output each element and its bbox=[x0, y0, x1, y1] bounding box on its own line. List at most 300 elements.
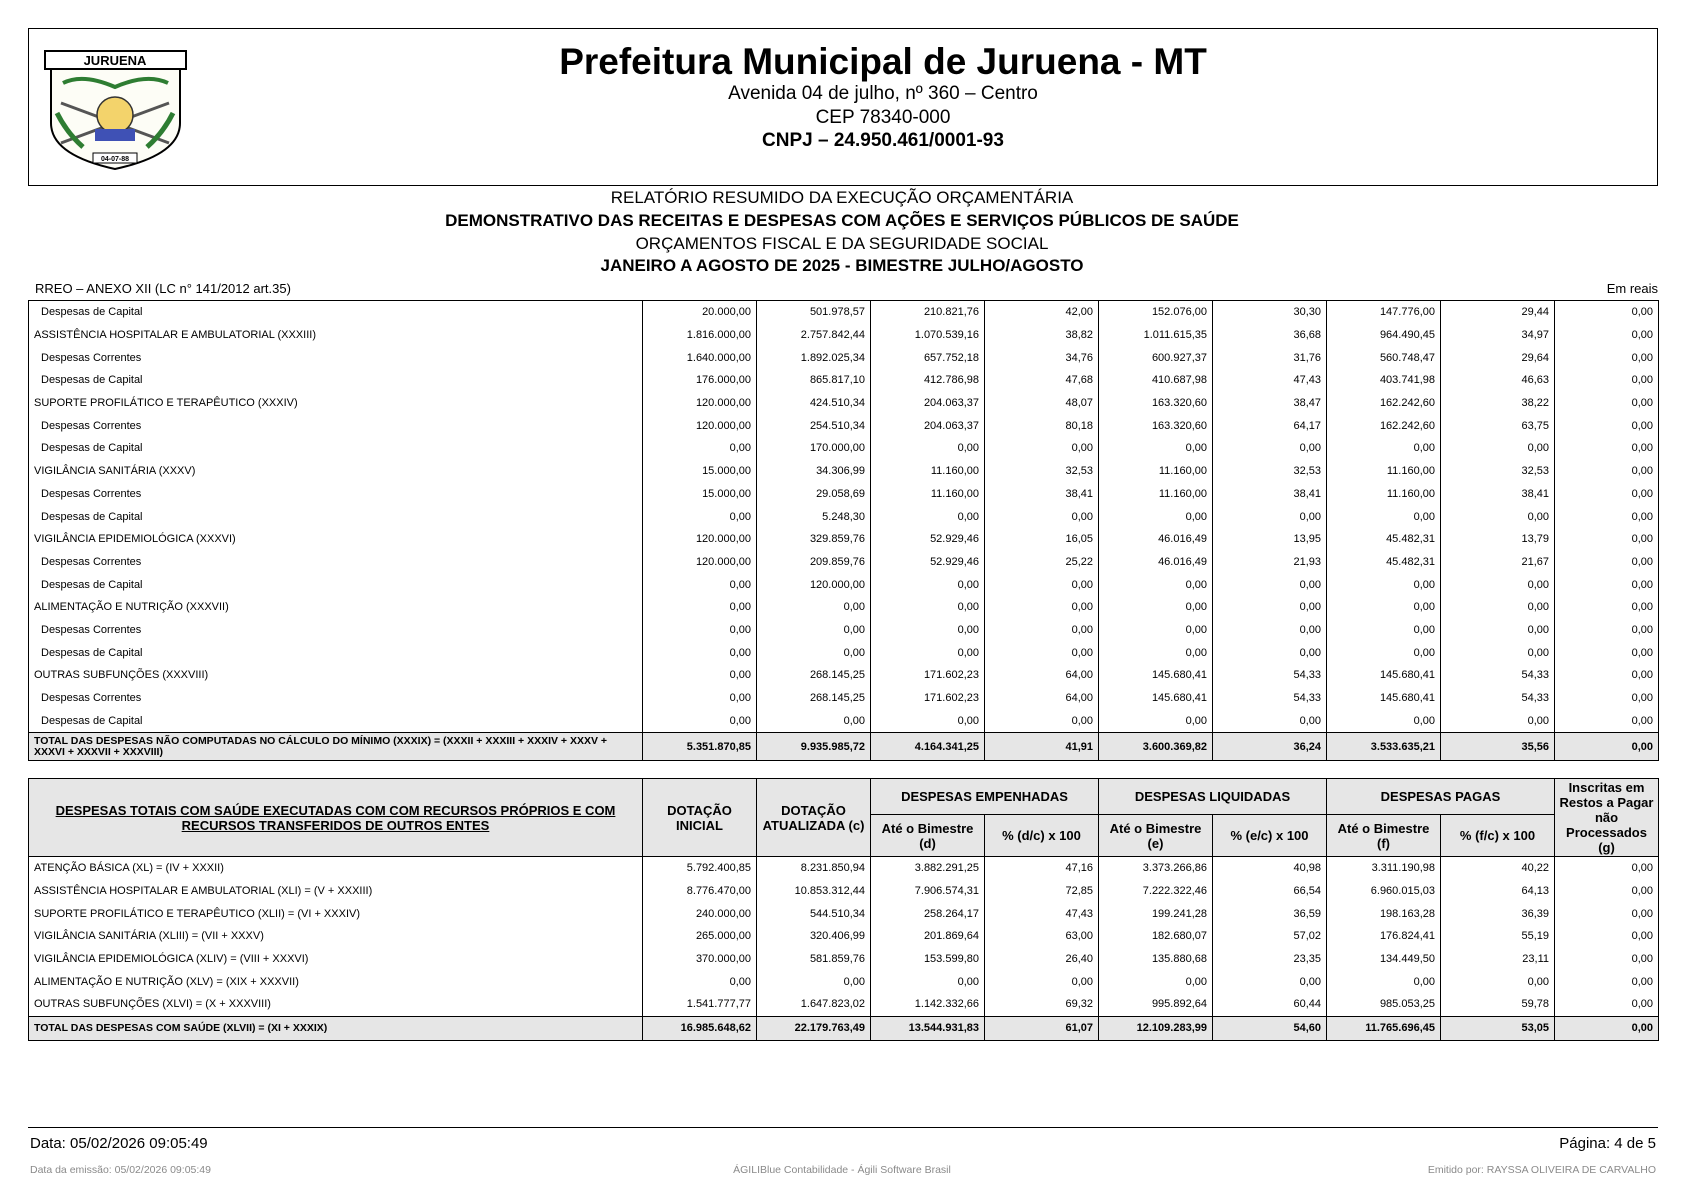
cell-value: 0,00 bbox=[1555, 392, 1659, 415]
total-value: 3.600.369,82 bbox=[1099, 733, 1213, 761]
row-label: VIGILÂNCIA EPIDEMIOLÓGICA (XXXVI) bbox=[29, 528, 643, 551]
cell-value: 0,00 bbox=[1213, 970, 1327, 993]
cell-value: 0,00 bbox=[1555, 902, 1659, 925]
row-label: Despesas de Capital bbox=[29, 505, 643, 528]
table-row bbox=[29, 346, 1659, 369]
report-subtitle: DEMONSTRATIVO DAS RECEITAS E DESPESAS COM AÇÕES E SERVIÇOS PÚBLICOS DE SAÚDE bbox=[445, 211, 1239, 230]
cell-value: 135.880,68 bbox=[1099, 948, 1213, 971]
cell-value: 410.687,98 bbox=[1099, 369, 1213, 392]
table-row bbox=[29, 619, 1659, 642]
cell-value: 120.000,00 bbox=[643, 551, 757, 574]
cell-value: 268.145,25 bbox=[757, 687, 871, 710]
cell-value: 38,82 bbox=[985, 324, 1099, 347]
cell-value: 8.231.850,94 bbox=[757, 857, 871, 880]
row-label: ALIMENTAÇÃO E NUTRIÇÃO (XLV) = (XIX + XXXVII) bbox=[29, 970, 643, 993]
cell-value: 16,05 bbox=[985, 528, 1099, 551]
cell-value: 11.160,00 bbox=[871, 483, 985, 506]
header-ate-bimestre-d: Até o Bimestre (d) bbox=[871, 815, 985, 857]
cell-value: 0,00 bbox=[1555, 880, 1659, 903]
cell-value: 2.757.842,44 bbox=[757, 324, 871, 347]
cell-value: 29,44 bbox=[1441, 301, 1555, 324]
cell-value: 52.929,46 bbox=[871, 528, 985, 551]
header-liquidadas: DESPESAS LIQUIDADAS bbox=[1099, 779, 1327, 815]
total-label: TOTAL DAS DESPESAS COM SAÚDE (XLVII) = (XI + XXXIX) bbox=[29, 1016, 643, 1040]
table-row bbox=[29, 880, 1659, 903]
cell-value: 52.929,46 bbox=[871, 551, 985, 574]
cell-value: 0,00 bbox=[1099, 505, 1213, 528]
table-row bbox=[29, 483, 1659, 506]
cell-value: 0,00 bbox=[1099, 709, 1213, 732]
total-value: 12.109.283,99 bbox=[1099, 1016, 1213, 1040]
cell-value: 268.145,25 bbox=[757, 664, 871, 687]
total-value: 54,60 bbox=[1213, 1016, 1327, 1040]
cell-value: 66,54 bbox=[1213, 880, 1327, 903]
cell-value: 45.482,31 bbox=[1327, 528, 1441, 551]
total-row bbox=[29, 1016, 1659, 1040]
row-label: Despesas de Capital bbox=[29, 573, 643, 596]
logo-date: 04-07-88 bbox=[100, 156, 130, 163]
cell-value: 329.859,76 bbox=[757, 528, 871, 551]
cell-value: 38,41 bbox=[1213, 483, 1327, 506]
report-title: RELATÓRIO RESUMIDO DA EXECUÇÃO ORÇAMENTÁRIA bbox=[610, 188, 1074, 207]
table-row bbox=[29, 709, 1659, 732]
cell-value: 657.752,18 bbox=[871, 346, 985, 369]
cell-value: 501.978,57 bbox=[757, 301, 871, 324]
cell-value: 38,47 bbox=[1213, 392, 1327, 415]
cell-value: 1.011.615,35 bbox=[1099, 324, 1213, 347]
cell-value: 0,00 bbox=[1555, 460, 1659, 483]
row-label: Despesas de Capital bbox=[29, 437, 643, 460]
cell-value: 145.680,41 bbox=[1099, 664, 1213, 687]
cell-value: 42,00 bbox=[985, 301, 1099, 324]
total-row bbox=[29, 733, 1659, 761]
cell-value: 46.016,49 bbox=[1099, 551, 1213, 574]
cell-value: 0,00 bbox=[1441, 709, 1555, 732]
cell-value: 370.000,00 bbox=[643, 948, 757, 971]
cell-value: 0,00 bbox=[1555, 925, 1659, 948]
row-label: Despesas Correntes bbox=[29, 483, 643, 506]
cell-value: 0,00 bbox=[643, 437, 757, 460]
report-budget-scope: ORÇAMENTOS FISCAL E DA SEGURIDADE SOCIAL bbox=[635, 234, 1049, 253]
cell-value: 171.602,23 bbox=[871, 664, 985, 687]
header-ate-bimestre-f: Até o Bimestre (f) bbox=[1327, 815, 1441, 857]
cell-value: 0,00 bbox=[643, 709, 757, 732]
cell-value: 0,00 bbox=[1555, 970, 1659, 993]
cell-value: 210.821,76 bbox=[871, 301, 985, 324]
cell-value: 0,00 bbox=[1555, 483, 1659, 506]
cell-value: 0,00 bbox=[1555, 641, 1659, 664]
cell-value: 0,00 bbox=[1555, 369, 1659, 392]
row-label: ASSISTÊNCIA HOSPITALAR E AMBULATORIAL (XLI) = (V + XXXIII) bbox=[29, 880, 643, 903]
cell-value: 21,67 bbox=[1441, 551, 1555, 574]
cell-value: 0,00 bbox=[643, 596, 757, 619]
cell-value: 26,40 bbox=[985, 948, 1099, 971]
cell-value: 3.311.190,98 bbox=[1327, 857, 1441, 880]
cell-value: 0,00 bbox=[1099, 970, 1213, 993]
municipality-cep: CEP 78340-000 bbox=[815, 107, 951, 128]
cell-value: 54,33 bbox=[1441, 687, 1555, 710]
cell-value: 0,00 bbox=[1213, 505, 1327, 528]
cell-value: 163.320,60 bbox=[1099, 392, 1213, 415]
cell-value: 64,13 bbox=[1441, 880, 1555, 903]
table-row bbox=[29, 902, 1659, 925]
cell-value: 21,93 bbox=[1213, 551, 1327, 574]
cell-value: 600.927,37 bbox=[1099, 346, 1213, 369]
total-value: 0,00 bbox=[1555, 1016, 1659, 1040]
cell-value: 258.264,17 bbox=[871, 902, 985, 925]
cell-value: 0,00 bbox=[985, 619, 1099, 642]
cell-value: 47,43 bbox=[985, 902, 1099, 925]
municipality-address: Avenida 04 de julho, nº 360 – Centro bbox=[728, 83, 1038, 104]
cell-value: 0,00 bbox=[985, 596, 1099, 619]
cell-value: 48,07 bbox=[985, 392, 1099, 415]
header-restos-a-pagar: Inscritas em Restos a Pagar não Processados (g) bbox=[1555, 779, 1659, 857]
cell-value: 0,00 bbox=[985, 641, 1099, 664]
footer-emission-date: Data da emissão: 05/02/2026 09:05:49 bbox=[30, 1164, 211, 1176]
cell-value: 0,00 bbox=[643, 573, 757, 596]
cell-value: 0,00 bbox=[871, 505, 985, 528]
table-row bbox=[29, 551, 1659, 574]
footer-date: Data: 05/02/2026 09:05:49 bbox=[30, 1135, 208, 1152]
row-label: Despesas Correntes bbox=[29, 346, 643, 369]
cell-value: 60,44 bbox=[1213, 993, 1327, 1016]
table-row bbox=[29, 528, 1659, 551]
cell-value: 0,00 bbox=[1099, 573, 1213, 596]
cell-value: 64,00 bbox=[985, 687, 1099, 710]
row-label: OUTRAS SUBFUNÇÕES (XXXVIII) bbox=[29, 664, 643, 687]
row-label: Despesas Correntes bbox=[29, 551, 643, 574]
cell-value: 199.241,28 bbox=[1099, 902, 1213, 925]
cell-value: 0,00 bbox=[1213, 437, 1327, 460]
cell-value: 10.853.312,44 bbox=[757, 880, 871, 903]
total-value: 9.935.985,72 bbox=[757, 733, 871, 761]
cell-value: 0,00 bbox=[1327, 619, 1441, 642]
cell-value: 964.490,45 bbox=[1327, 324, 1441, 347]
footer-divider bbox=[28, 1127, 1658, 1128]
header-pct-d: % (d/c) x 100 bbox=[985, 815, 1099, 857]
table-row bbox=[29, 925, 1659, 948]
cell-value: 995.892,64 bbox=[1099, 993, 1213, 1016]
row-label: Despesas de Capital bbox=[29, 301, 643, 324]
cell-value: 38,22 bbox=[1441, 392, 1555, 415]
row-label: Despesas de Capital bbox=[29, 369, 643, 392]
cell-value: 36,68 bbox=[1213, 324, 1327, 347]
header-main: DESPESAS TOTAIS COM SAÚDE EXECUTADAS COM COM RECURSOS PRÓPRIOS E COM RECURSOS TRANSFERIDOS DE OUTROS ENTES bbox=[29, 779, 643, 857]
cell-value: 0,00 bbox=[1555, 993, 1659, 1016]
cell-value: 0,00 bbox=[871, 709, 985, 732]
cell-value: 46.016,49 bbox=[1099, 528, 1213, 551]
cell-value: 985.053,25 bbox=[1327, 993, 1441, 1016]
cell-value: 63,00 bbox=[985, 925, 1099, 948]
cell-value: 176.824,41 bbox=[1327, 925, 1441, 948]
table-row bbox=[29, 641, 1659, 664]
cell-value: 38,41 bbox=[985, 483, 1099, 506]
cell-value: 170.000,00 bbox=[757, 437, 871, 460]
header-pct-e: % (e/c) x 100 bbox=[1213, 815, 1327, 857]
total-value: 11.765.696,45 bbox=[1327, 1016, 1441, 1040]
cell-value: 64,17 bbox=[1213, 414, 1327, 437]
header-empenhadas: DESPESAS EMPENHADAS bbox=[871, 779, 1099, 815]
cell-value: 0,00 bbox=[1555, 596, 1659, 619]
cell-value: 0,00 bbox=[1555, 709, 1659, 732]
cell-value: 0,00 bbox=[643, 970, 757, 993]
cell-value: 0,00 bbox=[1327, 573, 1441, 596]
cell-value: 0,00 bbox=[1327, 596, 1441, 619]
cell-value: 0,00 bbox=[1099, 619, 1213, 642]
cell-value: 0,00 bbox=[985, 505, 1099, 528]
cell-value: 120.000,00 bbox=[757, 573, 871, 596]
cell-value: 3.882.291,25 bbox=[871, 857, 985, 880]
total-value: 35,56 bbox=[1441, 733, 1555, 761]
cell-value: 0,00 bbox=[1213, 596, 1327, 619]
cell-value: 0,00 bbox=[1555, 664, 1659, 687]
cell-value: 40,98 bbox=[1213, 857, 1327, 880]
total-health-expenses-table bbox=[28, 778, 1659, 1041]
cell-value: 0,00 bbox=[1555, 687, 1659, 710]
total-value: 61,07 bbox=[985, 1016, 1099, 1040]
cell-value: 3.373.266,86 bbox=[1099, 857, 1213, 880]
cell-value: 145.680,41 bbox=[1327, 687, 1441, 710]
header-box bbox=[28, 28, 1658, 186]
cell-value: 254.510,34 bbox=[757, 414, 871, 437]
cell-value: 11.160,00 bbox=[1099, 483, 1213, 506]
cell-value: 0,00 bbox=[871, 437, 985, 460]
total-value: 5.351.870,85 bbox=[643, 733, 757, 761]
cell-value: 47,68 bbox=[985, 369, 1099, 392]
cell-value: 0,00 bbox=[757, 970, 871, 993]
table-row bbox=[29, 970, 1659, 993]
cell-value: 0,00 bbox=[757, 596, 871, 619]
cell-value: 54,33 bbox=[1213, 664, 1327, 687]
cell-value: 120.000,00 bbox=[643, 528, 757, 551]
total-value: 0,00 bbox=[1555, 733, 1659, 761]
cell-value: 0,00 bbox=[1327, 641, 1441, 664]
cell-value: 865.817,10 bbox=[757, 369, 871, 392]
table-row bbox=[29, 460, 1659, 483]
cell-value: 0,00 bbox=[1555, 301, 1659, 324]
cell-value: 0,00 bbox=[757, 641, 871, 664]
cell-value: 163.320,60 bbox=[1099, 414, 1213, 437]
cell-value: 1.816.000,00 bbox=[643, 324, 757, 347]
cell-value: 11.160,00 bbox=[1327, 483, 1441, 506]
cell-value: 0,00 bbox=[1555, 437, 1659, 460]
cell-value: 1.541.777,77 bbox=[643, 993, 757, 1016]
cell-value: 0,00 bbox=[871, 596, 985, 619]
cell-value: 320.406,99 bbox=[757, 925, 871, 948]
cell-value: 36,39 bbox=[1441, 902, 1555, 925]
cell-value: 0,00 bbox=[871, 641, 985, 664]
table-row bbox=[29, 437, 1659, 460]
cell-value: 47,16 bbox=[985, 857, 1099, 880]
cell-value: 0,00 bbox=[1555, 346, 1659, 369]
cell-value: 153.599,80 bbox=[871, 948, 985, 971]
row-label: SUPORTE PROFILÁTICO E TERAPÊUTICO (XXXIV) bbox=[29, 392, 643, 415]
cell-value: 0,00 bbox=[1327, 505, 1441, 528]
table-row bbox=[29, 324, 1659, 347]
table-row bbox=[29, 596, 1659, 619]
cell-value: 204.063,37 bbox=[871, 414, 985, 437]
cell-value: 201.869,64 bbox=[871, 925, 985, 948]
cell-value: 176.000,00 bbox=[643, 369, 757, 392]
cell-value: 11.160,00 bbox=[1099, 460, 1213, 483]
cell-value: 0,00 bbox=[1441, 573, 1555, 596]
table-row bbox=[29, 687, 1659, 710]
total-value: 41,91 bbox=[985, 733, 1099, 761]
cell-value: 0,00 bbox=[1213, 619, 1327, 642]
header-ate-bimestre-e: Até o Bimestre (e) bbox=[1099, 815, 1213, 857]
cell-value: 7.906.574,31 bbox=[871, 880, 985, 903]
cell-value: 11.160,00 bbox=[1327, 460, 1441, 483]
row-label: Despesas de Capital bbox=[29, 641, 643, 664]
cell-value: 0,00 bbox=[1555, 324, 1659, 347]
cell-value: 0,00 bbox=[1555, 573, 1659, 596]
table-row bbox=[29, 414, 1659, 437]
cell-value: 0,00 bbox=[1555, 551, 1659, 574]
cell-value: 120.000,00 bbox=[643, 392, 757, 415]
row-label: Despesas de Capital bbox=[29, 709, 643, 732]
total-value: 3.533.635,21 bbox=[1327, 733, 1441, 761]
cell-value: 162.242,60 bbox=[1327, 392, 1441, 415]
total-label: TOTAL DAS DESPESAS NÃO COMPUTADAS NO CÁLCULO DO MÍNIMO (XXXIX) = (XXXII + XXXIII + XXXIV + XXXV + XXXVI + XXXVII + XXXVIII) bbox=[29, 733, 643, 761]
row-label: ASSISTÊNCIA HOSPITALAR E AMBULATORIAL (XXXIII) bbox=[29, 324, 643, 347]
cell-value: 5.248,30 bbox=[757, 505, 871, 528]
cell-value: 13,95 bbox=[1213, 528, 1327, 551]
total-value: 13.544.931,83 bbox=[871, 1016, 985, 1040]
cell-value: 15.000,00 bbox=[643, 483, 757, 506]
row-label: Despesas Correntes bbox=[29, 687, 643, 710]
cell-value: 0,00 bbox=[1327, 437, 1441, 460]
cell-value: 32,53 bbox=[1441, 460, 1555, 483]
cell-value: 240.000,00 bbox=[643, 902, 757, 925]
cell-value: 29,64 bbox=[1441, 346, 1555, 369]
cell-value: 46,63 bbox=[1441, 369, 1555, 392]
cell-value: 171.602,23 bbox=[871, 687, 985, 710]
cell-value: 34,97 bbox=[1441, 324, 1555, 347]
cell-value: 25,22 bbox=[985, 551, 1099, 574]
cell-value: 134.449,50 bbox=[1327, 948, 1441, 971]
footer-page-number: Página: 4 de 5 bbox=[1559, 1135, 1656, 1152]
cell-value: 69,32 bbox=[985, 993, 1099, 1016]
cell-value: 147.776,00 bbox=[1327, 301, 1441, 324]
cell-value: 0,00 bbox=[757, 619, 871, 642]
total-value: 36,24 bbox=[1213, 733, 1327, 761]
logo-text: JURUENA bbox=[83, 53, 147, 68]
cell-value: 1.647.823,02 bbox=[757, 993, 871, 1016]
cell-value: 0,00 bbox=[643, 505, 757, 528]
cell-value: 7.222.322,46 bbox=[1099, 880, 1213, 903]
footer-issuer: Emitido por: RAYSSA OLIVEIRA DE CARVALHO bbox=[1427, 1164, 1656, 1176]
cell-value: 57,02 bbox=[1213, 925, 1327, 948]
report-period: JANEIRO A AGOSTO DE 2025 - BIMESTRE JULHO/AGOSTO bbox=[600, 256, 1084, 275]
cell-value: 0,00 bbox=[1213, 573, 1327, 596]
row-label: VIGILÂNCIA SANITÁRIA (XLIII) = (VII + XXXV) bbox=[29, 925, 643, 948]
cell-value: 20.000,00 bbox=[643, 301, 757, 324]
cell-value: 8.776.470,00 bbox=[643, 880, 757, 903]
cell-value: 0,00 bbox=[871, 619, 985, 642]
municipality-cnpj: CNPJ – 24.950.461/0001-93 bbox=[762, 130, 1004, 151]
cell-value: 403.741,98 bbox=[1327, 369, 1441, 392]
annex-reference: RREO – ANEXO XII (LC n° 141/2012 art.35) bbox=[35, 281, 291, 296]
cell-value: 0,00 bbox=[1555, 414, 1659, 437]
cell-value: 31,76 bbox=[1213, 346, 1327, 369]
footer-software: ÁGILIBlue Contabilidade - Ágili Software Brasil bbox=[733, 1164, 951, 1176]
cell-value: 0,00 bbox=[985, 970, 1099, 993]
cell-value: 0,00 bbox=[1213, 709, 1327, 732]
cell-value: 23,35 bbox=[1213, 948, 1327, 971]
cell-value: 0,00 bbox=[1441, 505, 1555, 528]
cell-value: 63,75 bbox=[1441, 414, 1555, 437]
currency-note: Em reais bbox=[1606, 281, 1658, 296]
cell-value: 13,79 bbox=[1441, 528, 1555, 551]
cell-value: 1.640.000,00 bbox=[643, 346, 757, 369]
table-row bbox=[29, 392, 1659, 415]
cell-value: 32,53 bbox=[1213, 460, 1327, 483]
cell-value: 32,53 bbox=[985, 460, 1099, 483]
cell-value: 1.892.025,34 bbox=[757, 346, 871, 369]
cell-value: 55,19 bbox=[1441, 925, 1555, 948]
cell-value: 80,18 bbox=[985, 414, 1099, 437]
cell-value: 0,00 bbox=[871, 573, 985, 596]
cell-value: 36,59 bbox=[1213, 902, 1327, 925]
cell-value: 560.748,47 bbox=[1327, 346, 1441, 369]
cell-value: 0,00 bbox=[985, 573, 1099, 596]
cell-value: 0,00 bbox=[1441, 970, 1555, 993]
table-row bbox=[29, 573, 1659, 596]
row-label: Despesas Correntes bbox=[29, 619, 643, 642]
table-row bbox=[29, 993, 1659, 1016]
table-row bbox=[29, 369, 1659, 392]
cell-value: 1.070.539,16 bbox=[871, 324, 985, 347]
cell-value: 72,85 bbox=[985, 880, 1099, 903]
total-value: 53,05 bbox=[1441, 1016, 1555, 1040]
cell-value: 34.306,99 bbox=[757, 460, 871, 483]
cell-value: 1.142.332,66 bbox=[871, 993, 985, 1016]
row-label: OUTRAS SUBFUNÇÕES (XLVI) = (X + XXXVIII) bbox=[29, 993, 643, 1016]
cell-value: 0,00 bbox=[1441, 641, 1555, 664]
row-label: Despesas Correntes bbox=[29, 414, 643, 437]
cell-value: 0,00 bbox=[871, 970, 985, 993]
total-value: 22.179.763,49 bbox=[757, 1016, 871, 1040]
cell-value: 0,00 bbox=[1555, 619, 1659, 642]
header-pct-f: % (f/c) x 100 bbox=[1441, 815, 1555, 857]
cell-value: 120.000,00 bbox=[643, 414, 757, 437]
row-label: ATENÇÃO BÁSICA (XL) = (IV + XXXII) bbox=[29, 857, 643, 880]
cell-value: 0,00 bbox=[1327, 709, 1441, 732]
table-row bbox=[29, 948, 1659, 971]
cell-value: 0,00 bbox=[1099, 641, 1213, 664]
header-pagas: DESPESAS PAGAS bbox=[1327, 779, 1555, 815]
cell-value: 424.510,34 bbox=[757, 392, 871, 415]
cell-value: 182.680,07 bbox=[1099, 925, 1213, 948]
table-row bbox=[29, 664, 1659, 687]
row-label: SUPORTE PROFILÁTICO E TERAPÊUTICO (XLII) = (VI + XXXIV) bbox=[29, 902, 643, 925]
cell-value: 0,00 bbox=[757, 709, 871, 732]
cell-value: 0,00 bbox=[1555, 528, 1659, 551]
table-row bbox=[29, 301, 1659, 324]
cell-value: 204.063,37 bbox=[871, 392, 985, 415]
header-dotacao-atualizada: DOTAÇÃO ATUALIZADA (c) bbox=[757, 779, 871, 857]
cell-value: 11.160,00 bbox=[871, 460, 985, 483]
cell-value: 64,00 bbox=[985, 664, 1099, 687]
cell-value: 38,41 bbox=[1441, 483, 1555, 506]
cell-value: 0,00 bbox=[1327, 970, 1441, 993]
total-value: 4.164.341,25 bbox=[871, 733, 985, 761]
table-row bbox=[29, 857, 1659, 880]
cell-value: 54,33 bbox=[1441, 664, 1555, 687]
row-label: ALIMENTAÇÃO E NUTRIÇÃO (XXXVII) bbox=[29, 596, 643, 619]
cell-value: 0,00 bbox=[643, 619, 757, 642]
row-label: VIGILÂNCIA EPIDEMIOLÓGICA (XLIV) = (VIII + XXXVI) bbox=[29, 948, 643, 971]
